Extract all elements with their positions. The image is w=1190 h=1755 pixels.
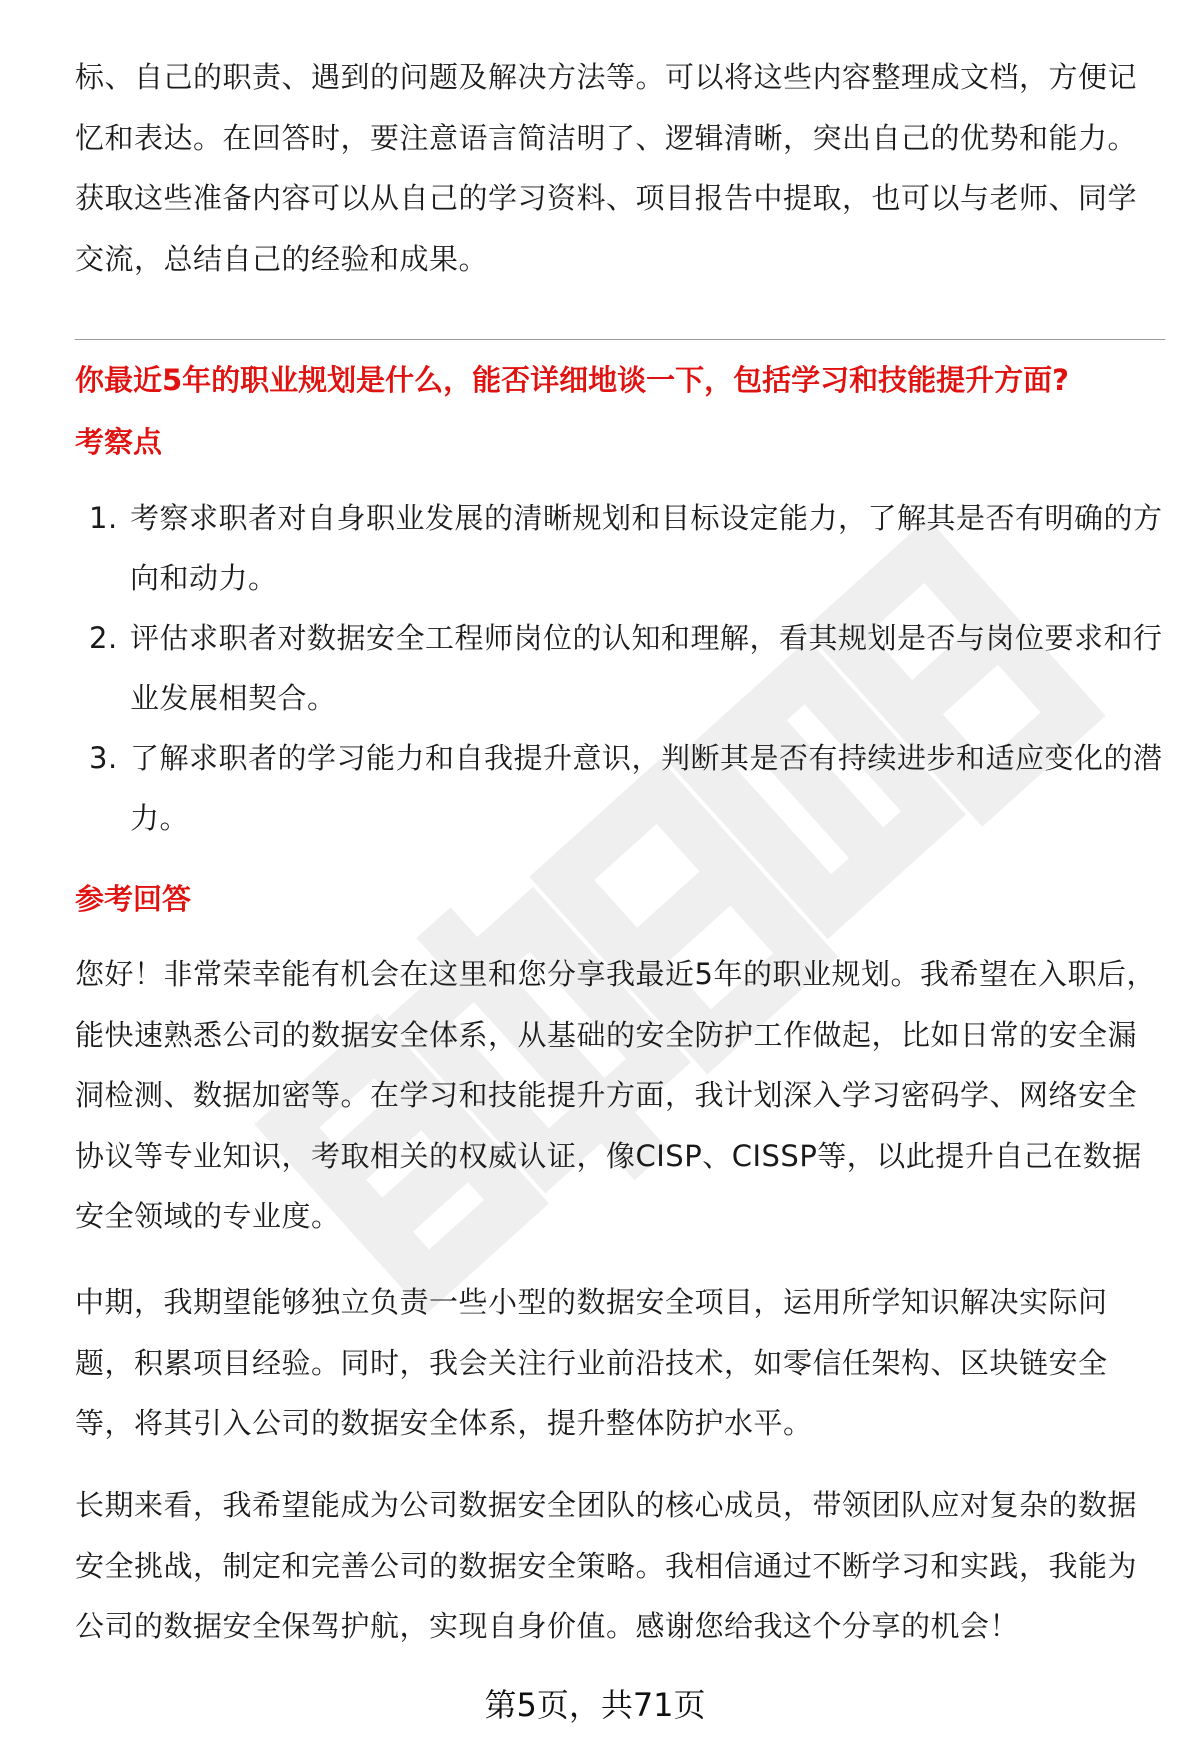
list-item-text: 考察求职者对自身职业发展的清晰规划和目标设定能力，了解其是否有明确的方向和动力。 <box>130 501 1163 595</box>
list-item-text: 评估求职者对数据安全工程师岗位的认知和理解，看其规划是否与岗位要求和行业发展相契合。 <box>130 621 1163 715</box>
answer-paragraph: 长期来看，我希望能成为公司数据安全团队的核心成员，带领团队应对复杂的数据安全挑战，制定和完善公司的数据安全策略。我相信通过不断学习和实践，我能为公司的数据安全保驾护航，实现自身价值。感谢您给我这个分享的机会！ <box>75 1488 1138 1643</box>
answer-paragraph: 您好！非常荣幸能有机会在这里和您分享我最近5年的职业规划。我希望在入职后，能快速熟悉公司的数据安全体系，从基础的安全防护工作做起，比如日常的安全漏洞检测、数据加密等。在学习和技能提升方面，我计划深入学习密码学、网络安全协议等专业知识，考取相关的权威认证，像CISP、CISSP等，以此提升自己在数据安全领域的专业度。 <box>75 957 1156 1233</box>
answer-label: 参考回答 <box>75 882 192 916</box>
points-label: 考察点 <box>75 425 163 459</box>
list-item-number: 3. <box>89 741 118 775</box>
list-item-text: 了解求职者的学习能力和自我提升意识，判断其是否有持续进步和适应变化的潜力。 <box>130 741 1163 835</box>
section-divider <box>75 339 1165 340</box>
list-item <box>75 488 1165 608</box>
intro-paragraph: 标、自己的职责、遇到的问题及解决方法等。可以将这些内容整理成文档，方便记忆和表达。在回答时，要注意语言简洁明了、逻辑清晰，突出自己的优势和能力。获取这些准备内容可以从自己的学习资料、项目报告中提取，也可以与老师、同学交流，总结自己的经验和成果。 <box>75 60 1138 276</box>
list-item <box>75 728 1165 848</box>
answer-paragraph: 中期，我期望能够独立负责一些小型的数据安全项目，运用所学知识解决实际问题，积累项目经验。同时，我会关注行业前沿技术，如零信任架构、区块链安全等，将其引入公司的数据安全体系，提升整体防护水平。 <box>75 1285 1108 1440</box>
list-item-number: 2. <box>89 621 118 655</box>
question-heading: 你最近5年的职业规划是什么，能否详细地谈一下，包括学习和技能提升方面? <box>75 363 1070 397</box>
list-item-number: 1. <box>89 501 118 535</box>
list-item <box>75 608 1165 728</box>
page-number-footer: 第5页，共71页 <box>484 1686 706 1724</box>
points-list <box>75 488 1165 848</box>
